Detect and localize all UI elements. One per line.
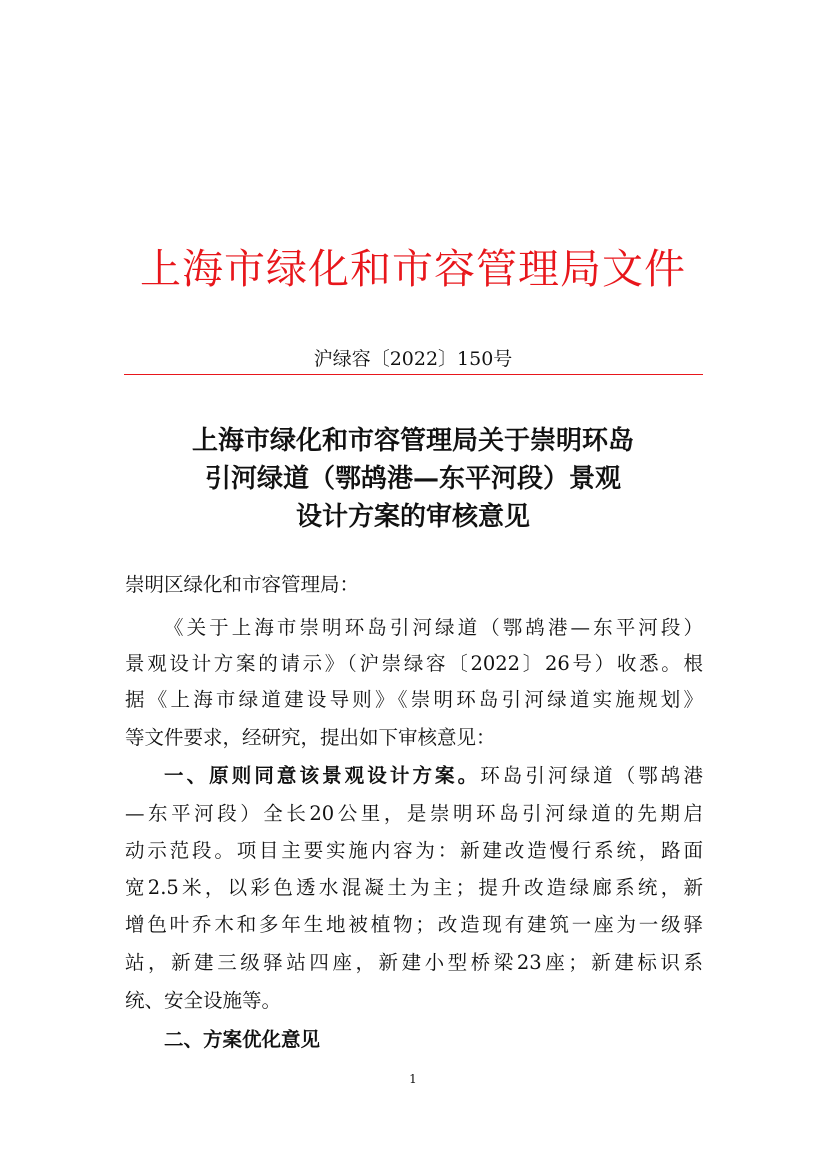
red-divider — [124, 374, 703, 375]
body-line: 据《上海市绿道建设导则》《崇明环岛引河绿道实施规划》 — [125, 688, 703, 711]
section-1-first-line — [164, 762, 703, 790]
body-line: 增色叶乔木和多年生地被植物；改造现有建筑一座为一级驿 — [125, 913, 703, 936]
body-line: 宽2.5米，以彩色透水混凝土为主；提升改造绿廊系统，新 — [125, 876, 703, 899]
body-line: 等文件要求，经研究，提出如下审核意见： — [125, 726, 496, 749]
body-line: —东平河段）全长20公里，是崇明环岛引河绿道的先期启 — [125, 802, 703, 825]
document-title-line: 引河绿道（鄂鸪港—东平河段）景观 — [204, 464, 621, 494]
page-number: 1 — [409, 1072, 417, 1086]
body-line: 景观设计方案的请示》（沪崇绿容〔2022〕26号）收悉。根 — [125, 652, 703, 675]
section-2-heading: 二、方案优化意见 — [164, 1028, 321, 1051]
body-line: 动示范段。项目主要实施内容为：新建改造慢行系统，路面 — [125, 839, 703, 862]
issuing-org-title: 上海市绿化和市容管理局文件 — [140, 245, 686, 293]
document-title-line: 上海市绿化和市容管理局关于崇明环岛 — [191, 426, 634, 456]
addressee: 崇明区绿化和市容管理局： — [125, 573, 360, 596]
document-number: 沪绿容〔2022〕150号 — [313, 348, 513, 370]
body-line: 统、安全设施等。 — [125, 989, 282, 1012]
document-title-line: 设计方案的审核意见 — [295, 502, 530, 532]
section-1-heading: 一、原则同意该景观设计方案。 — [164, 764, 481, 787]
body-line: 站，新建三级驿站四座，新建小型桥梁23座；新建标识系 — [125, 951, 703, 974]
body-line: 《关于上海市崇明环岛引河绿道（鄂鸪港—东平河段） — [164, 616, 703, 639]
body-text: 环岛引河绿道（鄂鸪港 — [480, 764, 703, 787]
